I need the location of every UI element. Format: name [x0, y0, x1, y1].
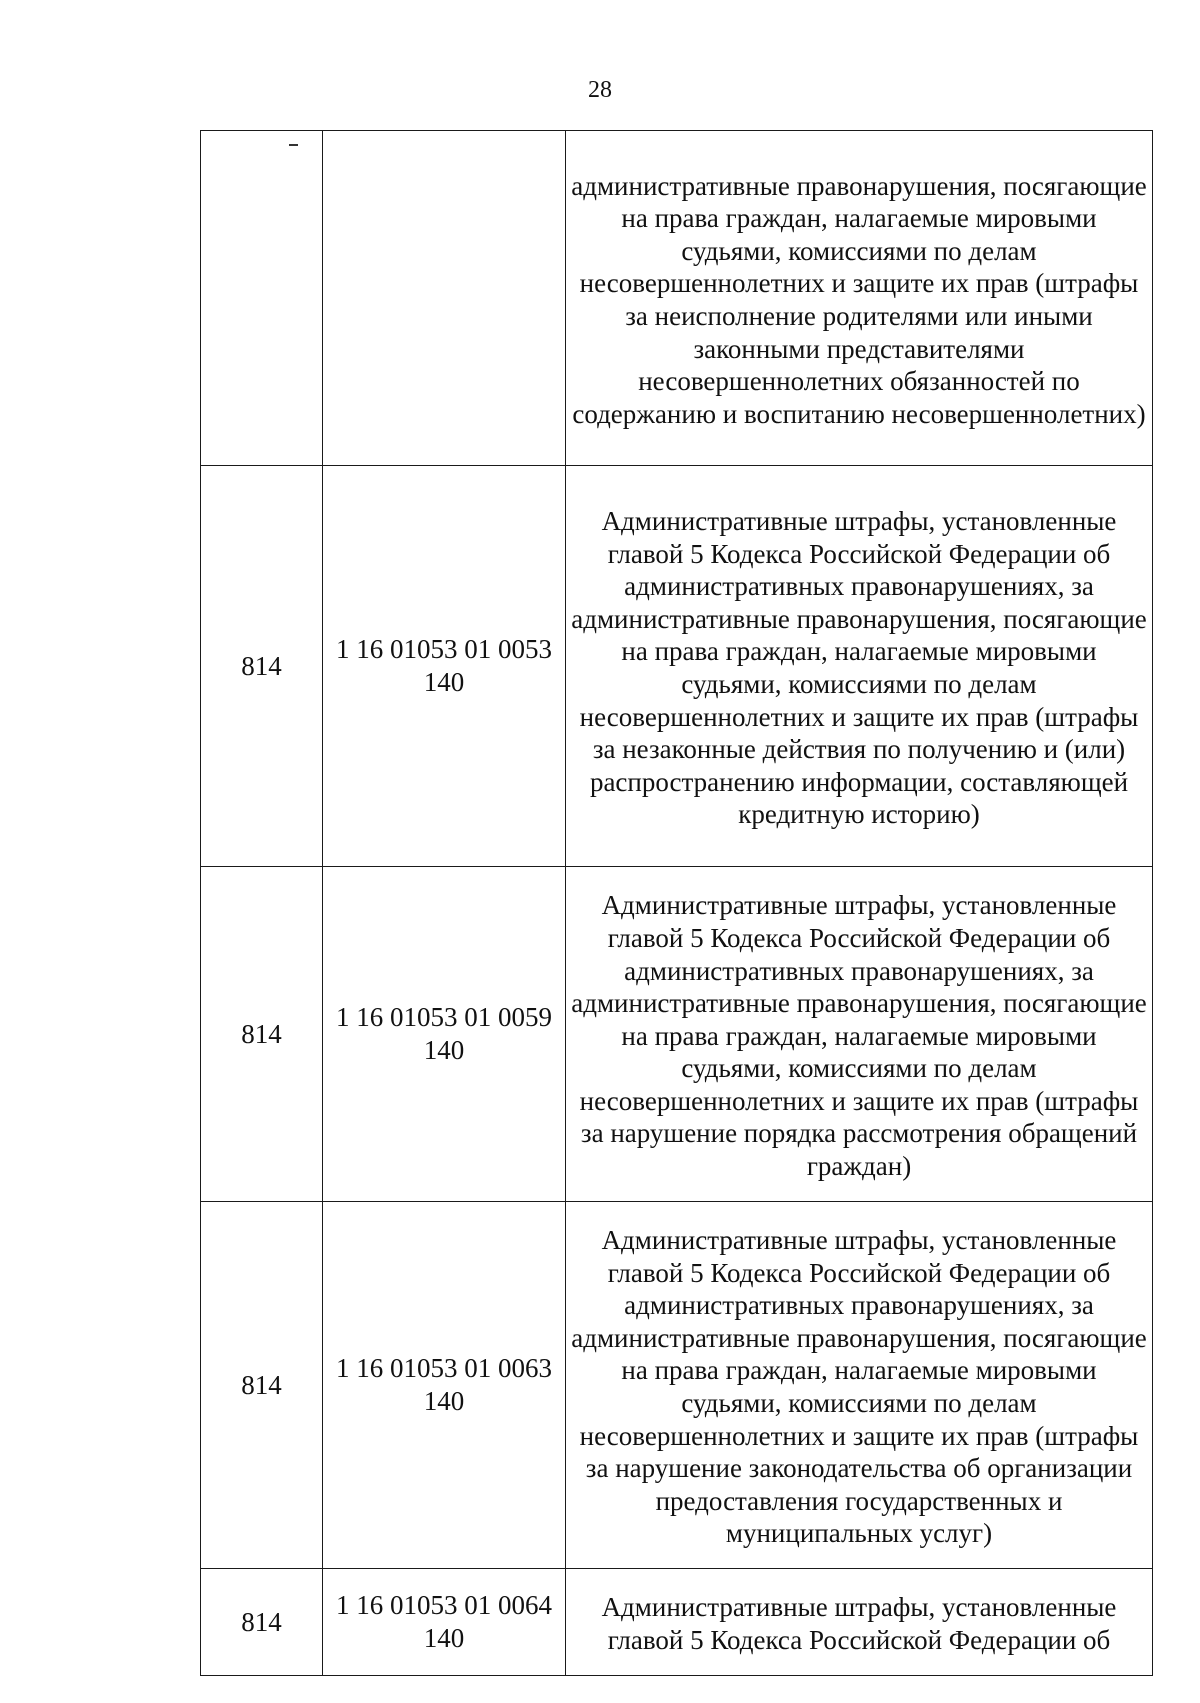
- table-row: [201, 1202, 1153, 1569]
- revenue-name-text: Административные штрафы, установленные главой 5 Кодекса Российской Федерации об административных правонарушениях, за административные правонарушения, посягающие на права граждан, налагаемые мировыми судьями, комиссиями по делам несовершеннолетних и защите их прав (штрафы за незаконные действия по получению и (или) распространению информации, составляющей кредитную историю): [571, 506, 1147, 830]
- revenue-name-text: Административные штрафы, установленные главой 5 Кодекса Российской Федерации об административных правонарушениях, за административные правонарушения, посягающие на права граждан, налагаемые мировыми судьями, комиссиями по делам несовершеннолетних и защите их прав (штрафы за нарушение законодательства об организации предоставления государственных и муниципальных услуг): [571, 1225, 1147, 1549]
- admin-code-cell: [201, 131, 323, 466]
- admin-code-cell: 814: [201, 1202, 323, 1569]
- budget-code-cell: 1 16 01053 01 0063 140: [323, 1202, 566, 1569]
- admin-code-cell: 814: [201, 466, 323, 867]
- table-row: [201, 466, 1153, 867]
- revenue-name-text: Административные штрафы, установленные главой 5 Кодекса Российской Федерации об административных правонарушениях, за административные правонарушения, посягающие на права граждан, налагаемые мировыми судьями, комиссиями по делам несовершеннолетних и защите их прав (штрафы за нарушение порядка рассмотрения обращений граждан): [571, 890, 1147, 1182]
- table-row: [201, 867, 1153, 1202]
- table-row: [201, 1569, 1153, 1676]
- revenue-codes-table: [200, 130, 1153, 1676]
- revenue-name-cell: [566, 1202, 1153, 1569]
- revenue-name-cell: [566, 131, 1153, 466]
- budget-code-cell: 1 16 01053 01 0059 140: [323, 867, 566, 1202]
- revenue-name-cell: [566, 1569, 1153, 1676]
- page-number: 28: [588, 77, 612, 103]
- budget-code-cell: 1 16 01053 01 0064 140: [323, 1569, 566, 1676]
- admin-code-cell: 814: [201, 867, 323, 1202]
- revenue-name-text: административные правонарушения, посягающие на права граждан, налагаемые мировыми судьями, комиссиями по делам несовершеннолетних и защите их прав (штрафы за неисполнение родителями или иными законными представителями несовершеннолетних обязанностей по содержанию и воспитанию несовершеннолетних): [571, 170, 1147, 429]
- revenue-name-text: Административные штрафы, установленные главой 5 Кодекса Российской Федерации об: [601, 1592, 1117, 1655]
- admin-code-cell: 814: [201, 1569, 323, 1676]
- table-row: [201, 131, 1153, 466]
- revenue-name-cell: [566, 466, 1153, 867]
- revenue-name-cell: [566, 867, 1153, 1202]
- budget-code-cell: 1 16 01053 01 0053 140: [323, 466, 566, 867]
- budget-code-cell: [323, 131, 566, 466]
